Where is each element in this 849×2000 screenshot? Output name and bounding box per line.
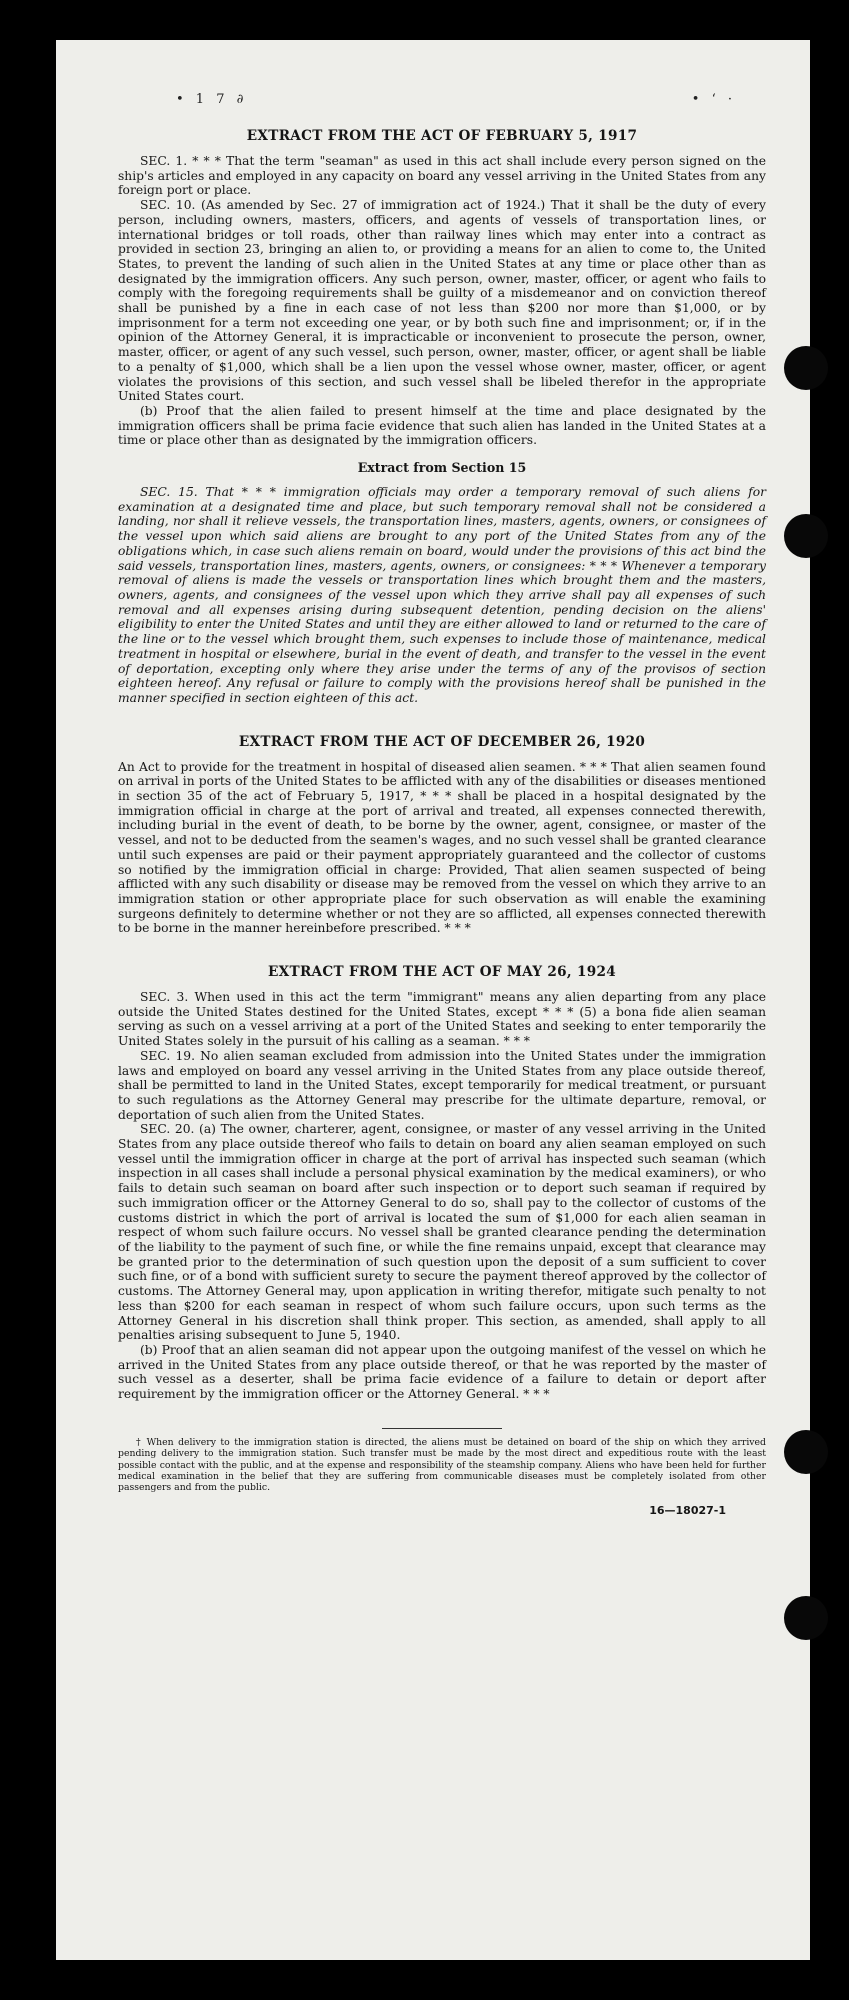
section-subheading: Extract from Section 15 bbox=[357, 460, 527, 476]
paragraph: SEC. 1. * * * That the term "seaman" as used in this act shall include every person signed on the ship's articles and employed in any capacity on board any vessel arriving in the United States from any foreign port or place. bbox=[118, 154, 766, 198]
top-marks bbox=[176, 92, 736, 107]
document-page bbox=[56, 40, 810, 1960]
section-act-1917 bbox=[118, 128, 766, 448]
punch-hole-icon bbox=[784, 1430, 828, 1474]
section-act-1920 bbox=[118, 734, 766, 936]
paragraph: SEC. 3. When used in this act the term "immigrant" means any alien departing from any place outside the United States destined for the United States, except * * * (5) a bona fide alien seaman serving as such on a vessel arriving at a port of the United States and seeking to enter temporarily the United States solely in the pursuit of his calling as a seaman. * * * bbox=[118, 990, 766, 1049]
section-heading: EXTRACT FROM THE ACT OF FEBRUARY 5, 1917 bbox=[246, 128, 638, 144]
paragraph: SEC. 19. No alien seaman excluded from admission into the United States under the immigration laws and employed on board any vessel arriving in the United States from any place outside thereof, shall be permitted to land in the United States, except temporarily for medical treatment, or pursuant to such regulations as the Attorney General may prescribe for the ultimate departure, removal, or deportation of such alien from the United States. bbox=[118, 1048, 766, 1122]
section-extract-15 bbox=[118, 460, 766, 706]
top-mark-left: • 1 7 ∂ bbox=[176, 92, 248, 107]
section-heading: EXTRACT FROM THE ACT OF DECEMBER 26, 1920 bbox=[238, 733, 646, 750]
paragraph: (b) Proof that an alien seaman did not appear upon the outgoing manifest of the vessel on which he arrived in the United States from any place outside thereof, or that he was reported by the master of such vessel as a deserter, shall be prima facie evidence of a failure to detain or deport after requirement by the immigration officer or the Attorney General. * * * bbox=[118, 1342, 766, 1402]
paragraph: An Act to provide for the treatment in hospital of diseased alien seamen. * * * That alien seamen found on arrival in ports of the United States to be afflicted with any of the disabilities or diseases mentioned in section 35 of the act of February 5, 1917, * * * shall be placed in a hospital designated by the immigration official in charge at the port of arrival and treated, all expenses connected therewith, including burial in the event of death, to be borne by the owner, agent, consignee, or master of the vessel, and not to be deducted from the seamen's wages, and no such vessel shall be granted clearance until such expenses are paid or their payment appropriately guaranteed and the collector of customs so notified by the immigration official in charge: Provided, That alien seamen suspected of being afflicted with any such disability or disease may be removed from the vessel on which they arrive to an immigration station or other appropriate place for such observation as will enable the examining surgeons definitely to determine whether or not they are so afflicted, all expenses connected therewith to be borne in the manner hereinbefore prescribed. * * * bbox=[118, 759, 766, 936]
section-act-1924 bbox=[118, 964, 766, 1402]
paragraph: (b) Proof that the alien failed to present himself at the time and place designated by the immigration officers shall be prima facie evidence that such alien has landed in the United States at a time or place other than as designated by the immigration officers. bbox=[118, 403, 766, 448]
paragraph: SEC. 15. That * * * immigration officials may order a temporary removal of such aliens for examination at a designated time and place, but such temporary removal shall not be considered a landing, nor shall it relieve vessels, the transportation lines, masters, agents, owners, or consignees of the vessel upon which said aliens are brought to any port of the United States from any of the obligations which, in case such aliens remain on board, would under the provisions of this act bind the said vessels, transportation lines, masters, agents, owners, or consignees: * * * Whenever a temporary removal of aliens is made the vessels or transportation lines which brought them and the masters, owners, agents, and consignees of the vessel upon which they arrive shall pay all expenses of such removal and all expenses arising during subsequent detention, pending decision on the aliens' eligibility to enter the United States and until they are either allowed to land or returned to the care of the line or to the vessel which brought them, such expenses to include those of maintenance, medical treatment in hospital or elsewhere, burial in the event of death, and transfer to the vessel in the event of deportation, excepting only where they arise under the terms of any of the provisos of section eighteen hereof. Any refusal or failure to comply with the provisions hereof shall be punished in the manner specified in section eighteen of this act. bbox=[118, 485, 766, 705]
punch-hole-icon bbox=[784, 1596, 828, 1640]
paragraph: SEC. 10. (As amended by Sec. 27 of immigration act of 1924.) That it shall be the duty of every person, including owners, masters, officers, and agents of vessels of transportation lines, or international bridges or toll roads, other than railway lines which may enter into a contract as provided in section 23, bringing an alien to, or providing a means for an alien to come to, the United States, to prevent the landing of such alien in the United States at any time or place other than as designated by the immigration officers. Any such person, owner, master, officer, or agent who fails to comply with the foregoing requirements shall be guilty of a misdemeanor and on conviction thereof shall be punished by a fine in each case of not less than $200 nor more than $1,000, or by imprisonment for a term not exceeding one year, or by both such fine and imprisonment; or, if in the opinion of the Attorney General, it is impracticable or inconvenient to prosecute the person, owner, master, officer, or agent of any such vessel, such person, owner, master, officer, or agent shall be liable to a penalty of $1,000, which shall be a lien upon the vessel whose owner, master, officer, or agent violates the provisions of this section, and such vessel shall be libeled therefor in the appropriate United States court. bbox=[118, 198, 766, 404]
punch-hole-icon bbox=[784, 346, 828, 390]
footnote: † When delivery to the immigration station is directed, the aliens must be detained on board of the ship on which they arrived pending delivery to the immigration station. Such transfer must be made by the most direct and expeditious route with the least possible contact with the public, and at the expense and responsibility of the steamship company. Aliens who have been held for further medical examination in the belief that they are suffering from communicable diseases must be completely isolated from other passengers and from the public. bbox=[118, 1436, 766, 1494]
section-heading: EXTRACT FROM THE ACT OF MAY 26, 1924 bbox=[268, 964, 616, 981]
form-code: 16—18027-1 bbox=[649, 1503, 726, 1517]
paragraph: SEC. 20. (a) The owner, charterer, agent, consignee, or master of any vessel arriving in the United States from any place outside thereof who fails to detain on board any alien seaman employed on such vessel until the immigration officer in charge at the port of arrival has inspected such seaman (which inspection in all cases shall include a personal physical examination by the medical examiners), or who fails to detain such seaman on board after such inspection or to deport such seaman if required by such immigration officer or the Attorney General to do so, shall pay to the collector of customs of the customs district in which the port of arrival is located the sum of $1,000 for each alien seaman in respect of whom such failure occurs. No vessel shall be granted clearance pending the determination of the liability to the payment of such fine, or while the fine remains unpaid, except that clearance may be granted prior to the determination of such question upon the deposit of a sum sufficient to cover such fine, or of a bond with sufficient surety to secure the payment thereof approved by the collector of customs. The Attorney General may, upon application in writing therefor, mitigate such penalty to not less than $200 for each seaman in respect of whom such failure occurs, upon such terms as the Attorney General in his discretion shall think proper. This section, as amended, shall apply to all penalties arising subsequent to June 5, 1940. bbox=[118, 1122, 766, 1343]
top-mark-right: • ‘ · bbox=[691, 92, 736, 107]
footnote-divider bbox=[382, 1428, 502, 1429]
punch-hole-icon bbox=[784, 514, 828, 558]
